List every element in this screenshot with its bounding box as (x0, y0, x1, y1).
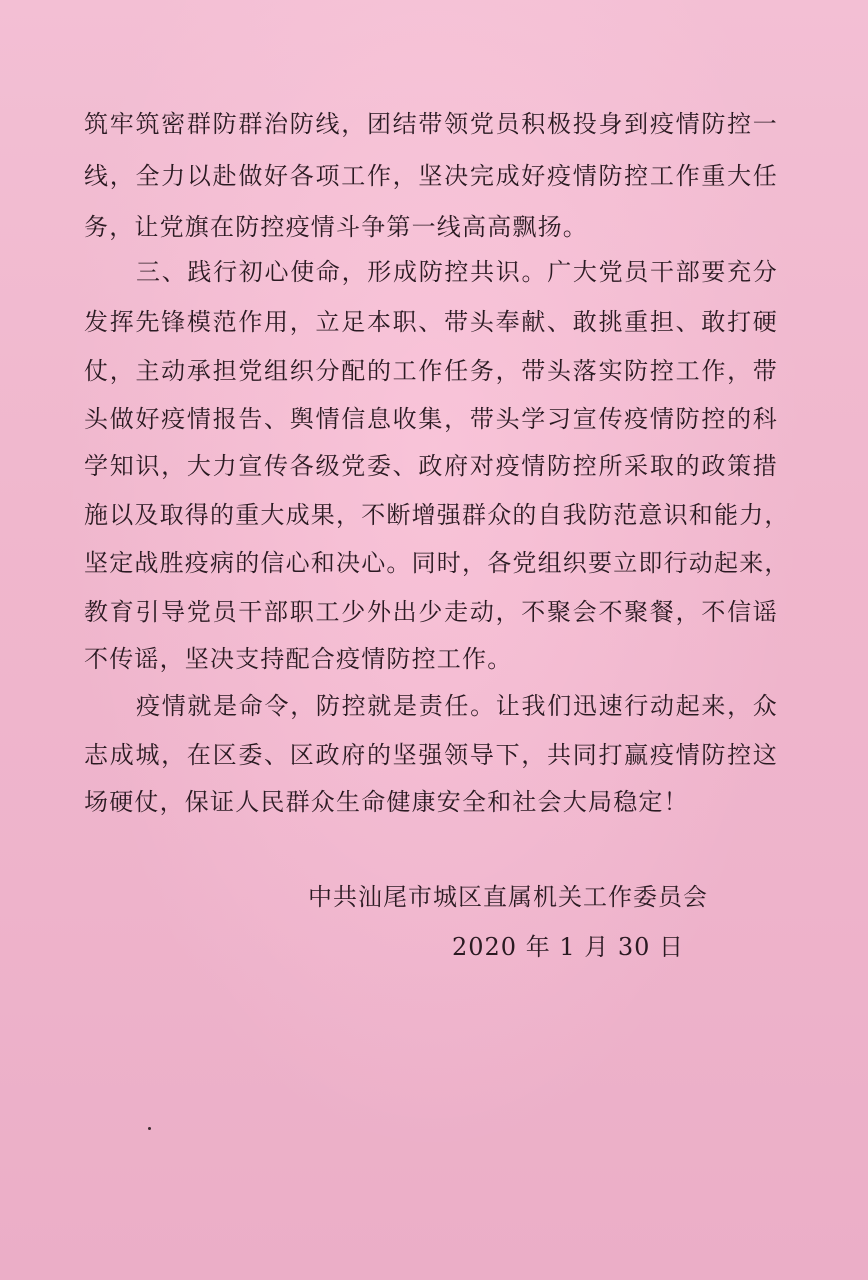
text-line: 仗，主动承担党组织分配的工作任务，带头落实防控工作，带 (84, 357, 778, 385)
text-line: 不传谣，坚决支持配合疫情防控工作。 (84, 645, 513, 673)
text-line: 头做好疫情报告、舆情信息收集，带头学习宣传疫情防控的科 (84, 405, 778, 433)
signature-date: 2020 年 1 月 30 日 (452, 933, 685, 961)
text-line: 学知识，大力宣传各级党委、政府对疫情防控所采取的政策措 (84, 452, 778, 480)
text-line: 施以及取得的重大成果，不断增强群众的自我防范意识和能力， (84, 501, 790, 529)
text-line: 务，让党旗在防控疫情斗争第一线高高飘扬。 (84, 213, 588, 241)
text-line: 教育引导党员干部职工少外出少走动，不聚会不聚餐，不信谣 (84, 598, 778, 626)
signature-organization: 中共汕尾市城区直属机关工作委员会 (308, 883, 708, 911)
text-line: 疫情就是命令，防控就是责任。让我们迅速行动起来，众 (136, 692, 778, 720)
text-line: 发挥先锋模范作用，立足本职、带头奉献、敢挑重担、敢打硬 (84, 308, 778, 336)
text-line: 线，全力以赴做好各项工作，坚决完成好疫情防控工作重大任 (84, 162, 778, 190)
text-line: 筑牢筑密群防群治防线，团结带领党员积极投身到疫情防控一 (84, 110, 778, 138)
paper-speck (148, 1127, 151, 1130)
text-line: 志成城，在区委、区政府的坚强领导下，共同打赢疫情防控这 (84, 741, 778, 769)
text-line: 三、践行初心使命，形成防控共识。广大党员干部要充分 (136, 258, 778, 286)
text-line: 坚定战胜疫病的信心和决心。同时，各党组织要立即行动起来， (84, 549, 790, 577)
text-line: 场硬仗，保证人民群众生命健康安全和社会大局稳定！ (84, 788, 689, 816)
